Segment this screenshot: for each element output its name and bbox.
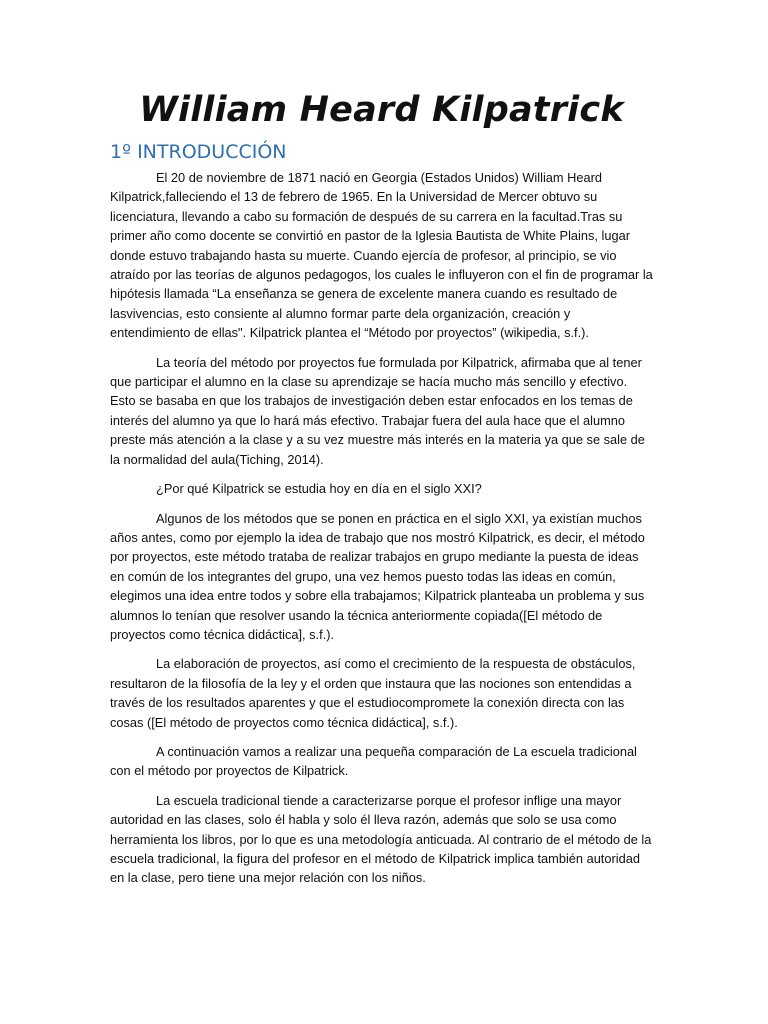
paragraph-comparison-intro: A continuación vamos a realizar una pequeña comparación de La escuela tradicional con el método por proyectos de Kilpatrick.	[110, 743, 637, 779]
paragraph-project-elaboration: La elaboración de proyectos, así como el crecimiento de la respuesta de obstáculos, resultaron de la filosofía de la ley y el orden que instaura que las nociones son entendidas a través de los resultados aparentes y que el estudiocompromete la conexión directa con las cosas ([El método de proyectos como técnica didáctica], s.f.).	[110, 656, 636, 730]
paragraph-question: ¿Por qué Kilpatrick se estudia hoy en día en el siglo XXI?	[156, 481, 482, 497]
paragraph-method-theory: La teoría del método por proyectos fue formulada por Kilpatrick, afirmaba que al tener que participar el alumno en la clase su aprendizaje se hacía mucho más sencillo y efectivo. Esto se basaba en que los trabajos de investigación deben estar enfocados en los temas de interés del alumno ya que lo hará más efectivo. Trabajar fuera del aula hace que el alumno preste más atención a la clase y a su vez muestre más interés en la materia ya que se sale de la normalidad del aula(Tiching, 2014).	[110, 354, 645, 467]
paragraph-biography: El 20 de noviembre de 1871 nació en Georgia (Estados Unidos) William Heard Kilpatrick,falleciendo el 13 de febrero de 1965. En la Universidad de Mercer obtuvo su licenciatura, llevando a cabo su formación de después de su carrera en la facultad.Tras su primer año como docente se convirtió en pastor de la Iglesia Bautista de White Plains, lugar donde estuvo trabajando hasta su muerte. Cuando ejercía de profesor, al principio, se vio atraído por las teorías de algunos pedagogos, los cuales le influyeron con el fin de programar la hipótesis llamada “La enseñanza se genera de excelente manera cuando es resultado de lasvivencias, esto consiente al alumno formar parte dela organización, creación y entendimiento de ellas". Kilpatrick plantea el “Método por proyectos” (wikipedia, s.f.).	[110, 170, 653, 341]
section-heading: 1º INTRODUCCIÓN	[110, 141, 287, 163]
document-title: William Heard Kilpatrick	[139, 90, 624, 130]
document-page	[110, 80, 653, 898]
paragraph-xxi-century: Algunos de los métodos que se ponen en práctica en el siglo XXI, ya existían muchos años antes, como por ejemplo la idea de trabajo que nos mostró Kilpatrick, es decir, el método por proyectos, este método trataba de realizar trabajos en grupo mediante la puesta de ideas en común de los integrantes del grupo, una vez hemos puesto todas las ideas en común, elegimos una idea entre todos y sobre ella trabajamos; Kilpatrick planteaba un problema y sus alumnos lo tenían que resolver usando la técnica anteriormente copiada([El método de proyectos como técnica didáctica], s.f.).	[110, 510, 645, 642]
paragraph-traditional-school: La escuela tradicional tiende a caracterizarse porque el profesor inflige una mayor autoridad en las clases, solo él habla y solo él lleva razón, además que solo se usa como herramienta los libros, por lo que es una metodología anticuada. Al contrario de el método de la escuela tradicional, la figura del profesor en el método de Kilpatrick implica también autoridad en la clase, pero tiene una mejor relación con los niños.	[110, 792, 652, 886]
